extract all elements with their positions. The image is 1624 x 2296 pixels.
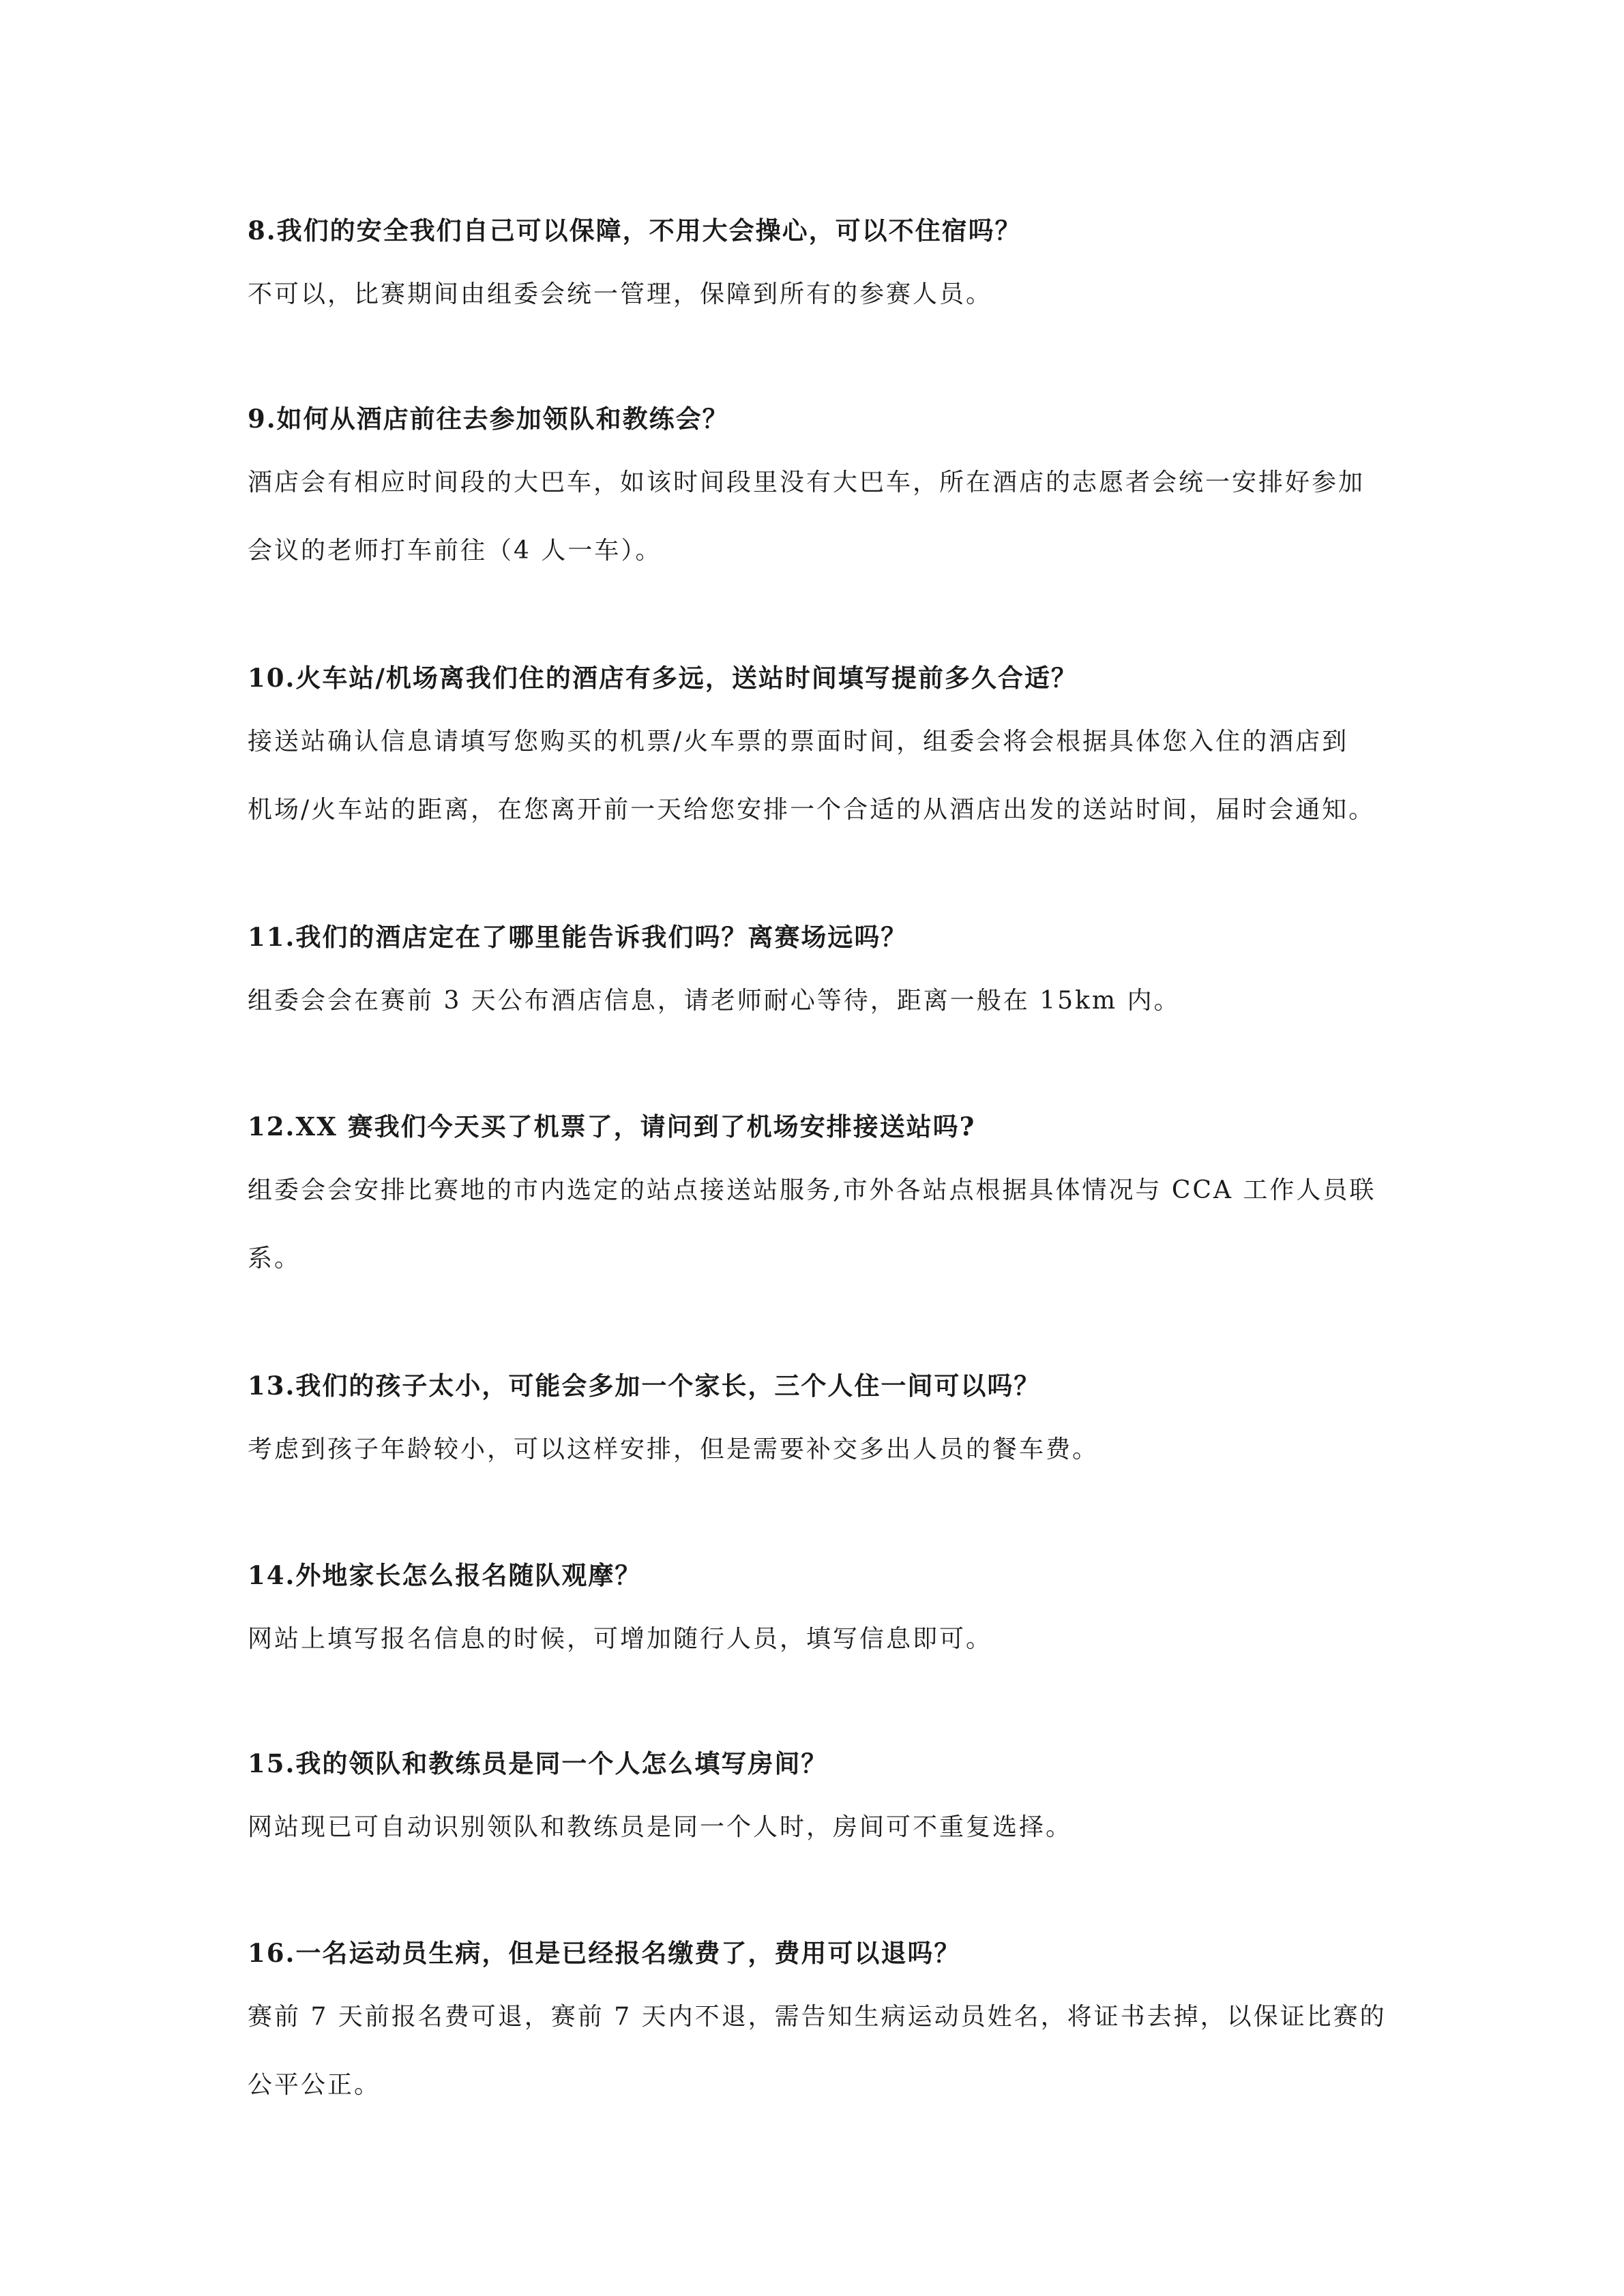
faq-answer-line: 组委会会安排比赛地的市内选定的站点接送站服务,市外各站点根据具体情况与 CCA 工作人员联 (248, 1176, 1376, 1204)
faq-answer-line: 机场/火车站的距离，在您离开前一天给您安排一个合适的从酒店出发的送站时间，届时会通知。 (248, 796, 1376, 824)
faq-item-16 (248, 1935, 1393, 2119)
faq-question: 16.一名运动员生病，但是已经报名缴费了，费用可以退吗？ (248, 1938, 961, 1968)
faq-answer (248, 449, 1393, 585)
faq-question: 8.我们的安全我们自己可以保障，不用大会操心，可以不住宿吗？ (248, 215, 1022, 245)
faq-answer (248, 1605, 1393, 1673)
faq-answer-line: 接送站确认信息请填写您购买的机票/火车票的票面时间，组委会将会根据具体您入住的酒店到 (248, 728, 1349, 756)
faq-answer (248, 260, 1393, 329)
faq-item-14 (248, 1557, 1393, 1673)
faq-answer (248, 708, 1393, 844)
faq-answer (248, 1157, 1393, 1293)
faq-answer-line: 网站上填写报名信息的时候，可增加随行人员，填写信息即可。 (248, 1625, 993, 1653)
faq-question: 15.我的领队和教练员是同一个人怎么填写房间？ (248, 1748, 828, 1778)
faq-question: 11.我们的酒店定在了哪里能告诉我们吗？离赛场远吗？ (248, 922, 908, 952)
faq-question: 12.XX 赛我们今天买了机票了，请问到了机场安排接送站吗? (248, 1112, 976, 1142)
faq-question: 10.火车站/机场离我们住的酒店有多远，送站时间填写提前多久合适？ (248, 663, 1078, 693)
faq-answer (248, 1793, 1393, 1862)
faq-item-10 (248, 660, 1393, 844)
faq-answer-line: 赛前 7 天前报名费可退，赛前 7 天内不退，需告知生病运动员姓名，将证书去掉，以保证比赛的 (248, 2003, 1387, 2031)
faq-item-9 (248, 401, 1393, 585)
faq-item-15 (248, 1746, 1393, 1862)
faq-answer (248, 1983, 1393, 2119)
faq-answer-line: 系。 (248, 1244, 301, 1272)
faq-answer-line: 考虑到孩子年龄较小，可以这样安排，但是需要补交多出人员的餐车费。 (248, 1435, 1099, 1463)
faq-question: 9.如何从酒店前往去参加领队和教练会？ (248, 404, 729, 434)
faq-answer-line: 会议的老师打车前往（4 人一车）。 (248, 537, 662, 565)
faq-question: 14.外地家长怎么报名随队观摩？ (248, 1560, 642, 1590)
faq-item-11 (248, 919, 1393, 1035)
faq-answer (248, 967, 1393, 1035)
faq-question: 13.我们的孩子太小，可能会多加一个家长，三个人住一间可以吗？ (248, 1371, 1041, 1401)
faq-answer-line: 公平公正。 (248, 2071, 381, 2099)
faq-answer-line: 组委会会在赛前 3 天公布酒店信息，请老师耐心等待，距离一般在 15km 内。 (248, 987, 1181, 1015)
faq-item-13 (248, 1368, 1393, 1484)
faq-item-12 (248, 1109, 1393, 1293)
faq-answer-line: 酒店会有相应时间段的大巴车，如该时间段里没有大巴车，所在酒店的志愿者会统一安排好参加 (248, 468, 1365, 496)
faq-answer (248, 1416, 1393, 1484)
faq-answer-line: 不可以，比赛期间由组委会统一管理，保障到所有的参赛人员。 (248, 280, 993, 308)
faq-item-8 (248, 213, 1393, 329)
faq-answer-line: 网站现已可自动识别领队和教练员是同一个人时，房间可不重复选择。 (248, 1813, 1073, 1841)
